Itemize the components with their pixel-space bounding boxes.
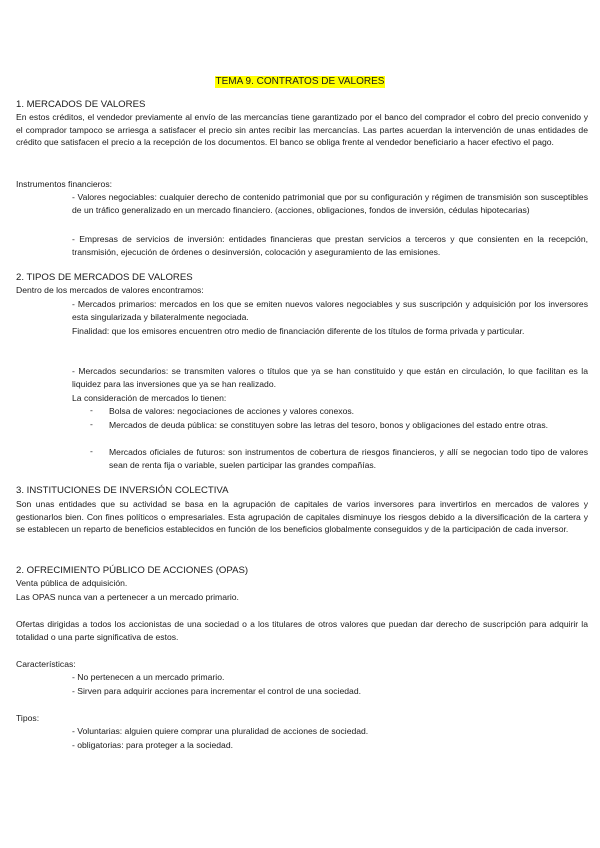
caracteristicas-label: Características: (16, 659, 76, 669)
caracteristica-1: - No pertenecen a un mercado primario. (72, 672, 225, 682)
page-title: TEMA 9. CONTRATOS DE VALORES (215, 76, 385, 87)
list-bullet: - (90, 405, 93, 415)
opas-ofertas: Ofertas dirigidas a todos los accionistas de una sociedad o a los titulares de otros valores que puedan dar derecho de suscripción para adquirir la totalidad o una parte significativa de estos. (16, 619, 588, 642)
section-body-instituciones: Son unas entidades que su actividad se basa en la agrupación de capitales de varios inversores para invertirlos en mercados de valores y gestionarlos bien. Con fines políticos o empresariales. Esta agrupación de capitales disminuye los riesgos debido a la diversificación de la cartera y se establecen un reparto de beneficios establecidos en función de los beneficios globalmente conseguidos y de la participación de cada inversor. (16, 499, 588, 535)
sub-bolsa-valores: Bolsa de valores: negociaciones de acciones y valores conexos. (109, 406, 355, 416)
tipo-voluntarias: - Voluntarias: alguien quiere comprar una pluralidad de acciones de sociedad. (72, 726, 369, 736)
instrumento-valores-negociables: - Valores negociables: cualquier derecho de contenido patrimonial que por su configuración y régimen de transmisión son susceptibles de un tráfico generalizado en un mercado financiero. (acciones, obligaciones, fondos de inversión, cédulas hipotecarias) (72, 192, 588, 215)
section-heading-tipos: 2. TIPOS DE MERCADOS DE VALORES (16, 272, 193, 283)
mercados-primarios: - Mercados primarios: mercados en los que se emiten nuevos valores negociables y sus suscripción y adquisición por los inversores esta singularizada y bilateralmente negociada. (72, 299, 588, 322)
opas-mercado-primario: Las OPAS nunca van a pertenecer a un mercado primario. (16, 592, 239, 602)
list-bullet: - (90, 446, 93, 456)
section-heading-opas: 2. OFRECIMIENTO PÚBLICO DE ACCIONES (OPAS) (16, 565, 249, 576)
tipo-obligatorias: - obligatorias: para proteger a la sociedad. (72, 740, 233, 750)
mercados-secundarios: - Mercados secundarios: se transmiten valores o títulos que ya se han constituido y que están en circulación, lo que facilitan es la liquidez para las inversiones que ya se han realizado. (72, 366, 588, 389)
caracteristica-2: - Sirven para adquirir acciones para incrementar el control de una sociedad. (72, 686, 362, 696)
finalidad: Finalidad: que los emisores encuentren otro medio de financiación diferente de los títulos de forma privada y particular. (72, 326, 525, 336)
sub-deuda-publica: Mercados de deuda pública: se constituyen sobre las letras del tesoro, bonos y obligaciones del estado entre otras. (109, 420, 549, 430)
opas-venta-publica: Venta pública de adquisición. (16, 578, 128, 588)
section-heading-instituciones: 3. INSTITUCIONES DE INVERSIÓN COLECTIVA (16, 485, 229, 496)
list-bullet: - (90, 419, 93, 429)
consideracion-mercados: La consideración de mercados lo tienen: (72, 393, 227, 403)
instrumentos-label: Instrumentos financieros: (16, 179, 113, 189)
tipos-intro: Dentro de los mercados de valores encontramos: (16, 285, 204, 295)
section-body-mercados: En estos créditos, el vendedor previamente al envío de las mercancías tiene garantizado por el banco del comprador el cobro del precio convenido y el comprador tampoco se arriesga a satisfacer el precio sin antes recibir las mercancías. Las partes acuerdan la intervención de unas entidades de crédito que satisfacen el precio a la recepción de los documentos. El banco se obliga frente al vendedor beneficiario a hacer efectivo el pago. (16, 112, 588, 148)
section-heading-mercados: 1. MERCADOS DE VALORES (16, 99, 146, 110)
title-row (0, 71, 600, 89)
instrumento-empresas-servicios: - Empresas de servicios de inversión: entidades financieras que prestan servicios a terceros y que consienten en la recepción, transmisión, ejecución de órdenes o desinversión, colocación y aseguramiento de las emisiones. (72, 234, 588, 257)
tipos-label: Tipos: (16, 713, 40, 723)
sub-mercados-futuros: Mercados oficiales de futuros: son instrumentos de cobertura de riesgos financieros, y allí se negocian todo tipo de valores sean de renta fija o variable, suelen participar las grandes compañías. (109, 447, 588, 470)
